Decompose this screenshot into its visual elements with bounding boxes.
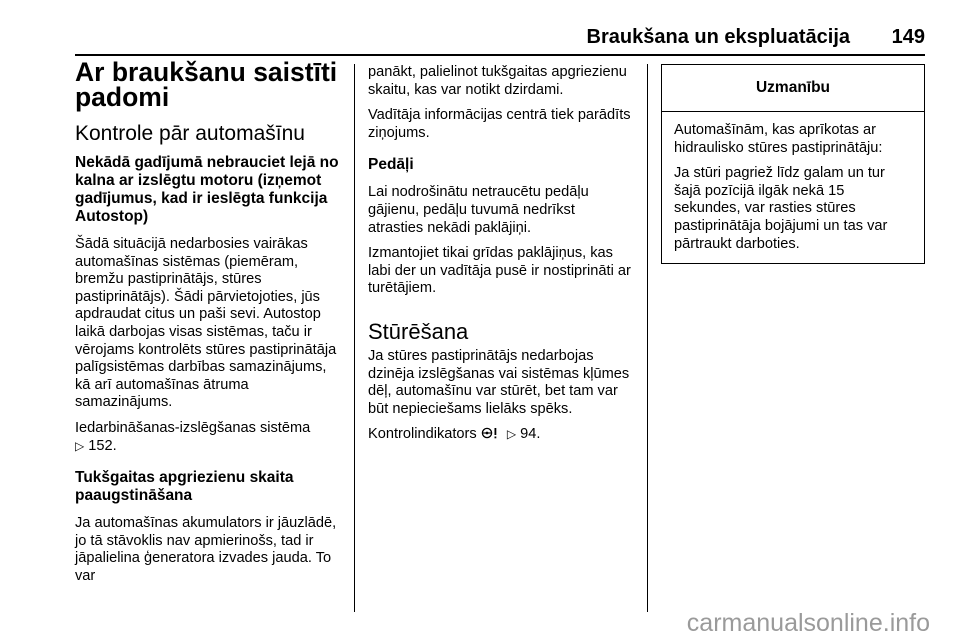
page-number: 149 xyxy=(891,26,925,48)
page-header xyxy=(75,0,925,56)
paragraph-systems: Šādā situācijā nedarbosies vairākas automašīnas sistēmas (piemēram, bremžu pastiprinātājs, stūres pastiprinātājs). Šādi pārvietojoties, jūs apdraudat citus un paši sevi. Autostop laikā darbojas visas sistēmas, taču ir vērojams kontrolēts stūres pastiprinātāja palīgsistēmas darbības samazinājums, kā arī automašīnas ātruma samazinājums. xyxy=(75,236,337,411)
paragraph-steering: Ja stūres pastiprinātājs nedarbojas dzinēja izslēgšanas vai sistēmas kļūmes dēļ, automašīnu var stūrēt, bet tam var būt nepieciešams lielāks spēks. xyxy=(368,347,630,417)
warning-title: Uzmanību xyxy=(662,65,924,112)
column-2 xyxy=(368,64,634,452)
section-heading: Ar braukšanu saistīti padomi xyxy=(75,57,338,112)
column-3 xyxy=(661,64,925,264)
paragraph-indicator xyxy=(368,426,634,444)
subsection-heading: Kontrole pār automašīnu xyxy=(75,122,305,145)
paragraph-battery: Ja automašīnas akumulators ir jāuzlādē, jo tā stāvoklis nav apmierinošs, tad ir jāpalielina ģeneratora izvades jauda. To var xyxy=(75,515,337,584)
indicator-page: 94. xyxy=(520,426,541,443)
header-title: Braukšana un ekspluatācija xyxy=(586,26,850,48)
column-1 xyxy=(75,58,340,594)
indicator-text: Kontrolindikators xyxy=(368,426,477,443)
column-divider-2 xyxy=(647,64,648,612)
warning-body xyxy=(662,112,924,263)
steering-warning-icon xyxy=(481,427,503,439)
paragraph-message: Vadītāja informācijas centrā tiek parādīts ziņojums. xyxy=(368,107,631,141)
paragraph-pedals-1: Lai nodrošinātu netraucētu pedāļu gājienu, pedāļu tuvumā nedrīkst atrasties nekādi paklājiņi. xyxy=(368,184,589,236)
heading-pedals: Pedāļi xyxy=(368,156,414,174)
bold-heading-engine-off: Nekādā gadījumā nebrauciet lejā no kalna ar izslēgtu motoru (izņemot gadījumus, kad ir ieslēgta funkcija Autostop) xyxy=(75,154,339,225)
warning-paragraph-2: Ja stūri pagriež līdz galam un tur šajā pozīcijā ilgāk nekā 15 sekundes, var rasties stūres pastiprinātāja bojājumi un tas var pārtraukt darboties. xyxy=(674,165,888,252)
reference-page: 152. xyxy=(88,437,117,454)
paragraph-pedals-2: Izmantojiet tikai grīdas paklājiņus, kas labi der un vadītāja pusē ir nostiprināti ar turētājiem. xyxy=(368,245,631,297)
column-divider-1 xyxy=(354,64,355,612)
arrow-reference-icon: ▷ xyxy=(75,438,85,453)
reference-text: Iedarbināšanas-izslēgšanas sistēma xyxy=(75,419,311,436)
arrow-reference-icon: ▷ xyxy=(506,427,517,442)
warning-box xyxy=(661,64,925,264)
bold-heading-idle: Tukšgaitas apgriezienu skaita paaugstināšana xyxy=(75,469,294,505)
warning-paragraph-1: Automašīnām, kas aprīkotas ar hidraulisko stūres pastiprinātāju: xyxy=(674,122,883,156)
paragraph-autostop-ref xyxy=(75,420,340,455)
paragraph-idle-continued: panākt, palielinot tukšgaitas apgriezienu skaitu, kas var notikt dzirdami. xyxy=(368,64,627,98)
watermark: carmanualsonline.info xyxy=(686,609,930,637)
heading-steering: Stūrēšana xyxy=(368,318,469,344)
